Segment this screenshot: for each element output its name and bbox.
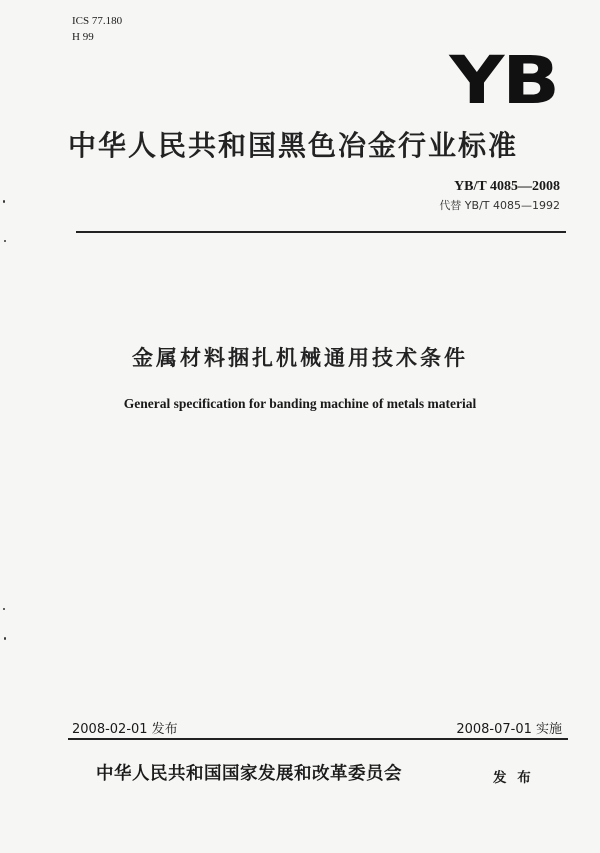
document-title-english: General specification for banding machine of metals material — [123, 396, 477, 411]
implementation-date: 2008-07-01 实施 — [456, 722, 562, 737]
yb-logo: YB — [449, 42, 558, 119]
scan-speck — [3, 200, 5, 203]
issuing-authority: 中华人民共和国国家发展和改革委员会 — [96, 764, 402, 784]
issue-date: 2008-02-01 发布 — [72, 722, 178, 737]
scan-speck — [3, 608, 5, 610]
scan-speck — [4, 637, 6, 640]
standard-category-title: 中华人民共和国黑色冶金行业标准 — [68, 129, 519, 162]
ics-code: ICS 77.180 — [72, 15, 123, 27]
scan-speck — [4, 240, 6, 242]
replaces-standard: 代替 YB/T 4085—1992 — [439, 199, 560, 212]
top-divider — [76, 231, 566, 233]
classification-code: H 99 — [72, 31, 94, 43]
document-title-chinese: 金属材料捆扎机械通用技术条件 — [132, 346, 468, 370]
publish-label: 发 布 — [493, 770, 534, 786]
standard-number: YB/T 4085—2008 — [454, 179, 560, 194]
bottom-divider — [68, 738, 568, 740]
